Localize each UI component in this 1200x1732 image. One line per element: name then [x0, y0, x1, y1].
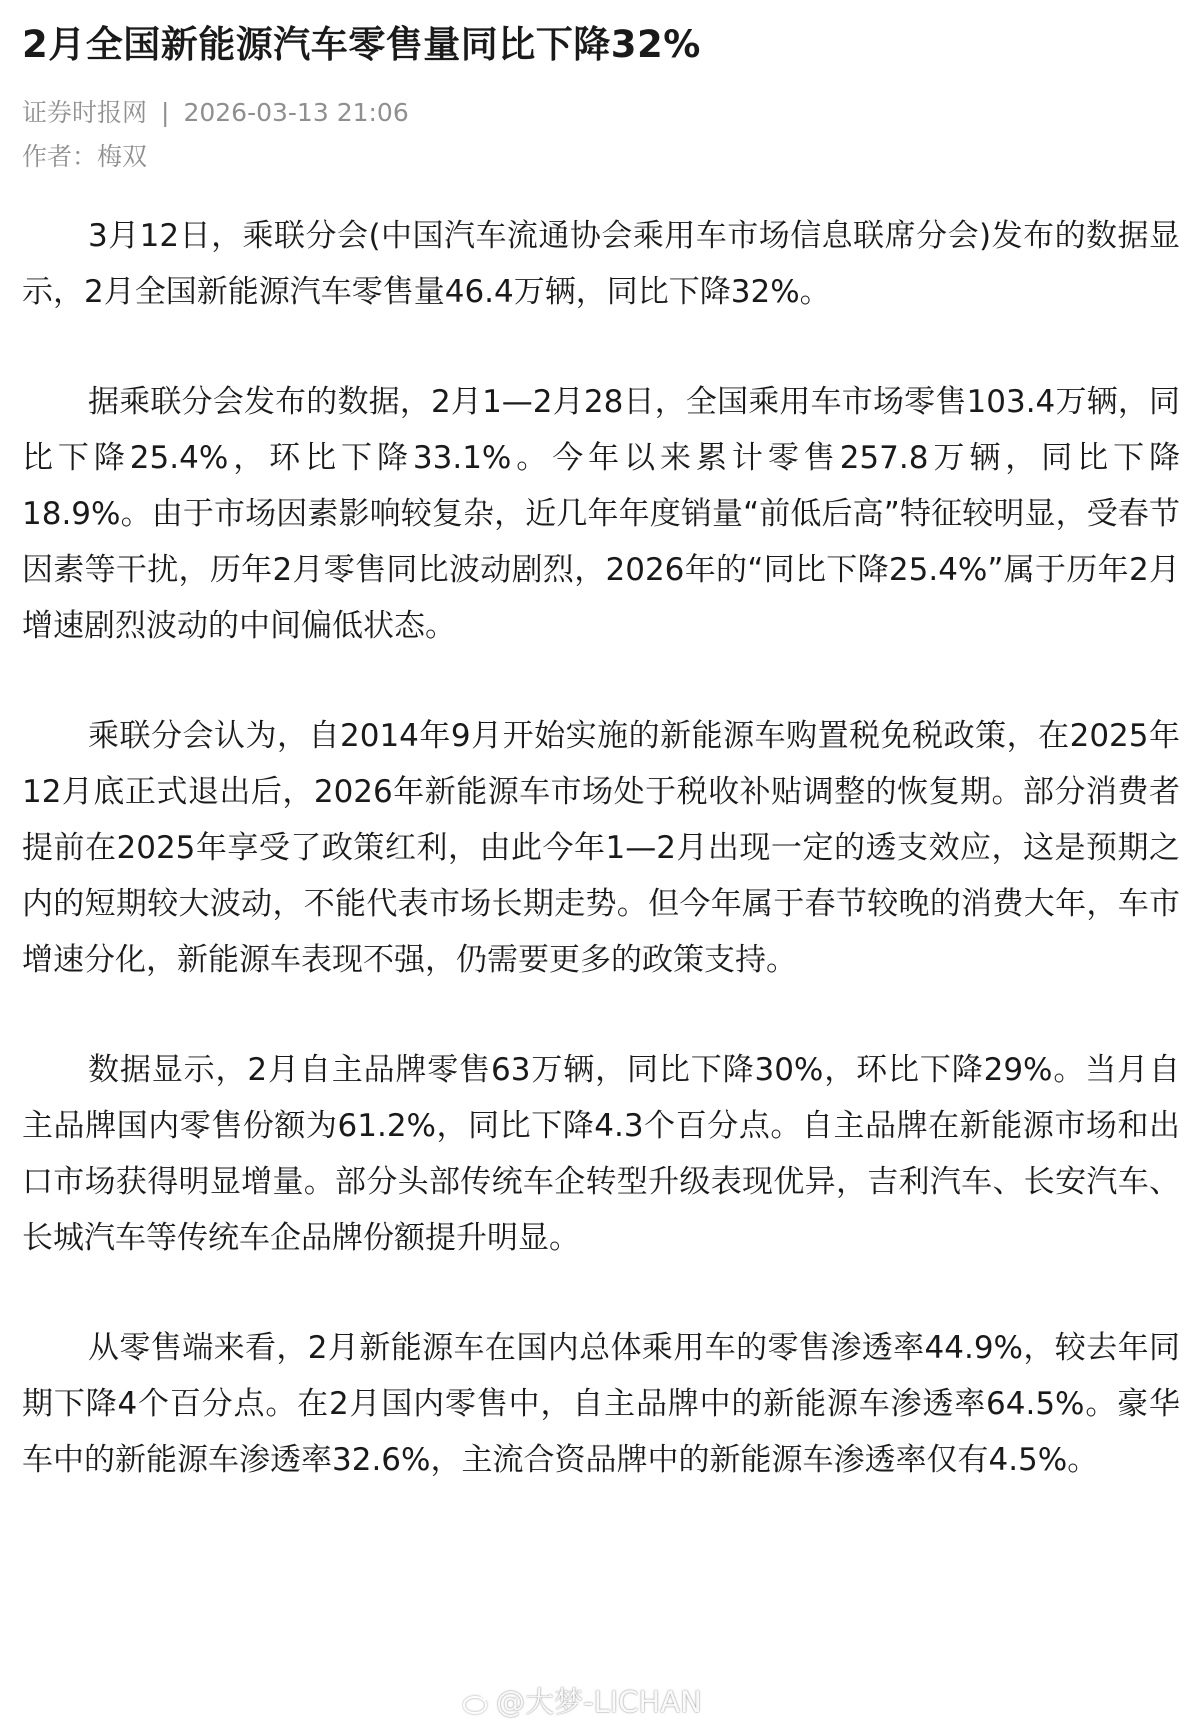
- paragraph: 据乘联分会发布的数据，2月1—2月28日，全国乘用车市场零售103.4万辆，同比下降25.4%，环比下降33.1%。今年以来累计零售257.8万辆，同比下降18.9%。由于市场因素影响较复杂，近几年年度销量“前低后高”特征较明显，受春节因素等干扰，历年2月零售同比波动剧烈，2026年的“同比下降25.4%”属于历年2月增速剧烈波动的中间偏低状态。: [22, 384, 1180, 644]
- publish-datetime: 2026-03-13 21:06: [183, 98, 409, 127]
- paragraph: 从零售端来看，2月新能源车在国内总体乘用车的零售渗透率44.9%，较去年同期下降4个百分点。在2月国内零售中，自主品牌中的新能源车渗透率64.5%。豪华车中的新能源车渗透率32.6%，主流合资品牌中的新能源车渗透率仅有4.5%。: [22, 1330, 1180, 1478]
- article-meta: [22, 96, 1180, 130]
- article: [22, 14, 1180, 1542]
- article-body: [22, 208, 1180, 1488]
- author-name: 梅双: [97, 142, 148, 171]
- weibo-icon: [462, 1687, 492, 1717]
- paragraph: 乘联分会认为，自2014年9月开始实施的新能源车购置税免税政策，在2025年12月底正式退出后，2026年新能源车市场处于税收补贴调整的恢复期。部分消费者提前在2025年享受了政策红利，由此今年1—2月出现一定的透支效应，这是预期之内的短期较大波动，不能代表市场长期走势。但今年属于春节较晚的消费大年，车市增速分化，新能源车表现不强，仍需要更多的政策支持。: [22, 718, 1180, 978]
- paragraph: 数据显示，2月自主品牌零售63万辆，同比下降30%，环比下降29%。当月自主品牌国内零售份额为61.2%，同比下降4.3个百分点。自主品牌在新能源市场和出口市场获得明显增量。部分头部传统车企转型升级表现优异，吉利汽车、长安汽车、长城汽车等传统车企品牌份额提升明显。: [22, 1052, 1180, 1256]
- watermark-text: @大梦-LICHAN: [496, 1685, 702, 1719]
- watermark: [462, 1682, 702, 1722]
- meta-separator: |: [161, 98, 170, 127]
- author-label: 作者：: [22, 142, 98, 171]
- article-title: 2月全国新能源汽车零售量同比下降32%: [22, 23, 701, 66]
- source-name[interactable]: 证券时报网: [22, 98, 148, 127]
- author-line: [22, 140, 1180, 174]
- paragraph: 3月12日，乘联分会(中国汽车流通协会乘用车市场信息联席分会)发布的数据显示，2月全国新能源汽车零售量46.4万辆，同比下降32%。: [22, 218, 1180, 310]
